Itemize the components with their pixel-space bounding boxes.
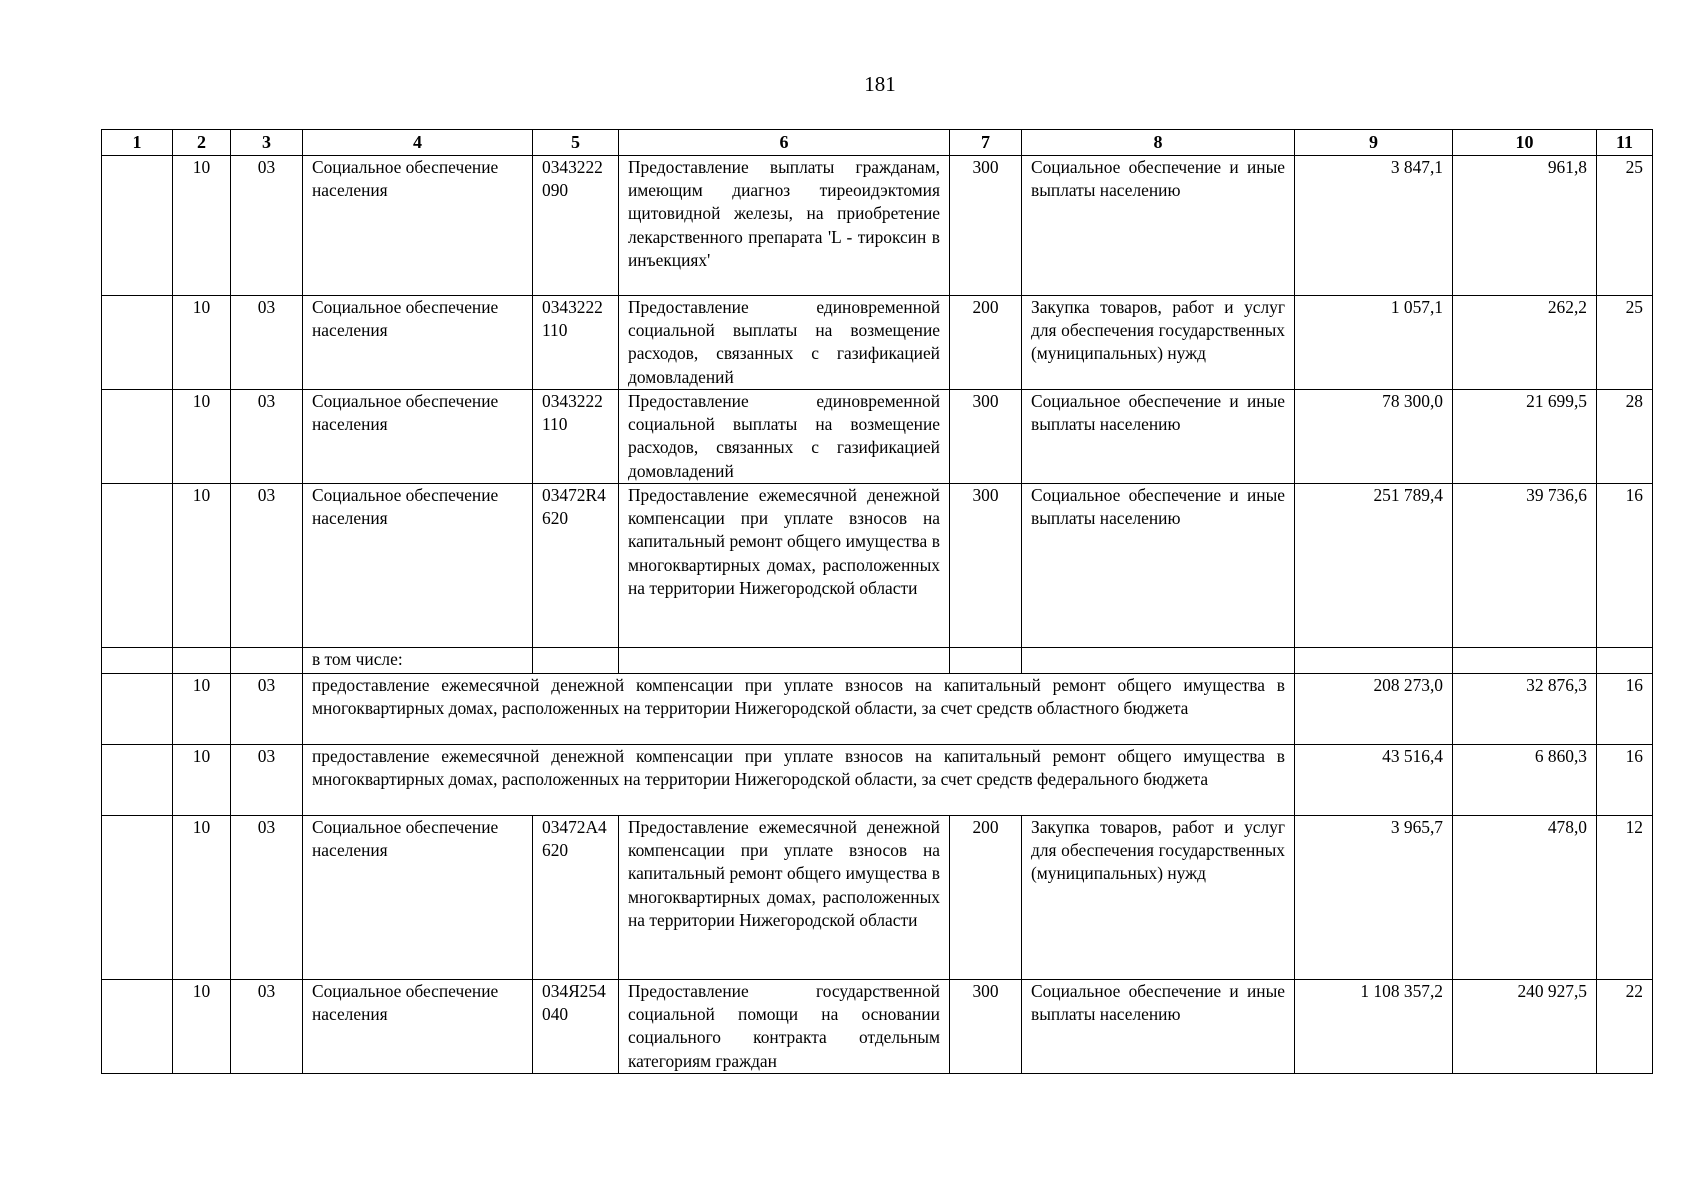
cell-detail-text: предоставление ежемесячной денежной компенсации при уплате взносов на капитальный ремонт общего имущества в многоквартирных домах, расположенных на территории Нижегородской области, за счет средств федерального бюджета (303, 745, 1295, 816)
cell-section: 10 (173, 745, 231, 816)
cell-amount: 208 273,0 (1295, 674, 1453, 745)
cell-expense-code: 200 (950, 816, 1022, 980)
table-row-detail (102, 674, 1653, 745)
cell-c1 (102, 816, 173, 980)
cell-amount: 1 108 357,2 (1295, 980, 1453, 1074)
cell-expense-code (950, 648, 1022, 674)
cell-target-code: 0343222110 (533, 390, 619, 484)
cell-expense-name: Социальное обеспечение и иные выплаты населению (1022, 390, 1295, 484)
cell-c1 (102, 674, 173, 745)
cell-percent: 28 (1597, 390, 1653, 484)
cell-percent: 22 (1597, 980, 1653, 1074)
cell-c1 (102, 648, 173, 674)
cell-percent: 16 (1597, 745, 1653, 816)
cell-subsection: 03 (231, 980, 303, 1074)
cell-amount: 251 789,4 (1295, 484, 1453, 648)
cell-target-code: 034Я254040 (533, 980, 619, 1074)
col-header: 1 (102, 130, 173, 156)
cell-amount-executed: 478,0 (1453, 816, 1597, 980)
cell-target-code: 0343222090 (533, 156, 619, 296)
table-row (102, 980, 1653, 1074)
cell-section: 10 (173, 390, 231, 484)
table-row (102, 296, 1653, 390)
table-row-detail (102, 745, 1653, 816)
cell-percent: 25 (1597, 296, 1653, 390)
cell-target-code: 03472А4620 (533, 816, 619, 980)
cell-section-name: Социальное обеспечение населения (303, 390, 533, 484)
cell-percent: 25 (1597, 156, 1653, 296)
cell-expense-code: 300 (950, 484, 1022, 648)
col-header: 4 (303, 130, 533, 156)
table-row (102, 156, 1653, 296)
cell-section: 10 (173, 980, 231, 1074)
table-row (102, 390, 1653, 484)
cell-c1 (102, 484, 173, 648)
cell-target-name: Предоставление ежемесячной денежной компенсации при уплате взносов на капитальный ремонт общего имущества в многоквартирных домах, расположенных на территории Нижегородской области (619, 484, 950, 648)
cell-target-name: Предоставление ежемесячной денежной компенсации при уплате взносов на капитальный ремонт общего имущества в многоквартирных домах, расположенных на территории Нижегородской области (619, 816, 950, 980)
budget-table (101, 129, 1653, 1074)
cell-c1 (102, 390, 173, 484)
cell-section: 10 (173, 674, 231, 745)
cell-amount: 1 057,1 (1295, 296, 1453, 390)
cell-subsection: 03 (231, 296, 303, 390)
cell-subsection: 03 (231, 156, 303, 296)
cell-c1 (102, 296, 173, 390)
cell-amount (1295, 648, 1453, 674)
cell-section: 10 (173, 816, 231, 980)
col-header: 11 (1597, 130, 1653, 156)
cell-amount-executed: 21 699,5 (1453, 390, 1597, 484)
cell-expense-code: 300 (950, 390, 1022, 484)
cell-amount: 3 847,1 (1295, 156, 1453, 296)
col-header: 5 (533, 130, 619, 156)
cell-c1 (102, 156, 173, 296)
cell-subsection: 03 (231, 674, 303, 745)
cell-expense-code: 300 (950, 980, 1022, 1074)
cell-amount: 43 516,4 (1295, 745, 1453, 816)
cell-amount: 3 965,7 (1295, 816, 1453, 980)
col-header: 3 (231, 130, 303, 156)
cell-amount-executed: 32 876,3 (1453, 674, 1597, 745)
cell-target-name: Предоставление государственной социальной помощи на основании социального контракта отдельным категориям граждан (619, 980, 950, 1074)
cell-expense-code: 200 (950, 296, 1022, 390)
cell-section-name: Социальное обеспечение населения (303, 980, 533, 1074)
cell-percent: 16 (1597, 484, 1653, 648)
table-row (102, 484, 1653, 648)
cell-amount-executed: 262,2 (1453, 296, 1597, 390)
cell-subsection: 03 (231, 745, 303, 816)
cell-amount-executed (1453, 648, 1597, 674)
col-header: 9 (1295, 130, 1453, 156)
cell-section-name: Социальное обеспечение населения (303, 156, 533, 296)
cell-amount-executed: 6 860,3 (1453, 745, 1597, 816)
cell-amount-executed: 240 927,5 (1453, 980, 1597, 1074)
cell-section-name: Социальное обеспечение населения (303, 296, 533, 390)
page-number: 181 (864, 72, 896, 96)
cell-expense-name: Закупка товаров, работ и услуг для обеспечения государственных (муниципальных) нужд (1022, 296, 1295, 390)
cell-detail-text: предоставление ежемесячной денежной компенсации при уплате взносов на капитальный ремонт общего имущества в многоквартирных домах, расположенных на территории Нижегородской области, за счет средств областного бюджета (303, 674, 1295, 745)
col-header: 10 (1453, 130, 1597, 156)
cell-expense-name (1022, 648, 1295, 674)
col-header: 8 (1022, 130, 1295, 156)
cell-c1 (102, 980, 173, 1074)
including-label: в том числе: (303, 648, 533, 674)
cell-percent (1597, 648, 1653, 674)
cell-expense-name: Социальное обеспечение и иные выплаты населению (1022, 980, 1295, 1074)
cell-target-code (533, 648, 619, 674)
cell-section: 10 (173, 484, 231, 648)
cell-subsection: 03 (231, 816, 303, 980)
table-row-including (102, 648, 1653, 674)
col-header: 7 (950, 130, 1022, 156)
table-row (102, 816, 1653, 980)
cell-percent: 16 (1597, 674, 1653, 745)
cell-target-name: Предоставление единовременной социальной выплаты на возмещение расходов, связанных с газификацией домовладений (619, 296, 950, 390)
cell-subsection (231, 648, 303, 674)
cell-expense-code: 300 (950, 156, 1022, 296)
cell-amount-executed: 961,8 (1453, 156, 1597, 296)
cell-c1 (102, 745, 173, 816)
cell-section: 10 (173, 156, 231, 296)
cell-section: 10 (173, 296, 231, 390)
cell-target-code: 0343222110 (533, 296, 619, 390)
cell-section-name: Социальное обеспечение населения (303, 484, 533, 648)
cell-amount-executed: 39 736,6 (1453, 484, 1597, 648)
cell-target-name: Предоставление выплаты гражданам, имеющим диагноз тиреоидэктомия щитовидной железы, на приобретение лекарственного препарата 'L - тироксин в инъекциях' (619, 156, 950, 296)
cell-expense-name: Социальное обеспечение и иные выплаты населению (1022, 484, 1295, 648)
cell-section-name: Социальное обеспечение населения (303, 816, 533, 980)
cell-subsection: 03 (231, 484, 303, 648)
table-header-row (102, 130, 1653, 156)
cell-section (173, 648, 231, 674)
cell-subsection: 03 (231, 390, 303, 484)
cell-target-name: Предоставление единовременной социальной выплаты на возмещение расходов, связанных с газификацией домовладений (619, 390, 950, 484)
cell-expense-name: Социальное обеспечение и иные выплаты населению (1022, 156, 1295, 296)
cell-target-name (619, 648, 950, 674)
cell-amount: 78 300,0 (1295, 390, 1453, 484)
col-header: 2 (173, 130, 231, 156)
cell-expense-name: Закупка товаров, работ и услуг для обеспечения государственных (муниципальных) нужд (1022, 816, 1295, 980)
col-header: 6 (619, 130, 950, 156)
cell-percent: 12 (1597, 816, 1653, 980)
cell-target-code: 03472R4620 (533, 484, 619, 648)
